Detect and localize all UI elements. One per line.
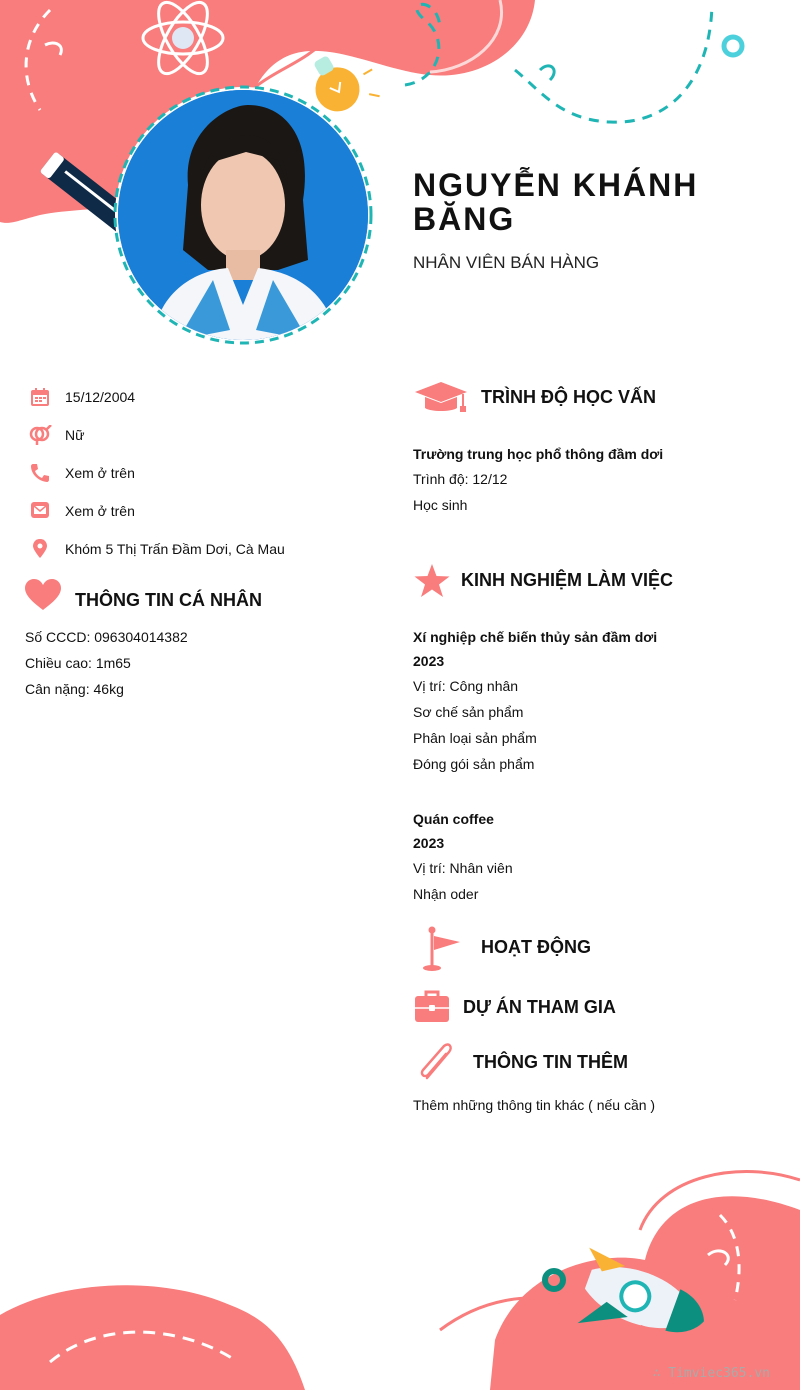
education-title: TRÌNH ĐỘ HỌC VẤN [481, 387, 656, 407]
phone-icon [28, 463, 52, 483]
job-1-duty-3: Đóng gói sản phẩm [413, 756, 535, 772]
birthday-text: 15/12/2004 [65, 389, 136, 405]
activities-title: HOẠT ĐỘNG [481, 937, 591, 957]
star-icon [413, 563, 451, 599]
heart-icon [24, 579, 62, 611]
job-2-year: 2023 [413, 835, 445, 851]
graduation-cap-icon [413, 380, 469, 414]
job-1-year: 2023 [413, 653, 445, 669]
personal-height: Chiều cao: 1m65 [25, 655, 131, 671]
job-title: NHÂN VIÊN BÁN HÀNG [413, 253, 600, 272]
paperclip-icon [415, 1040, 459, 1084]
personal-weight: Cân nặng: 46kg [25, 681, 124, 697]
profile-photo [112, 84, 374, 346]
personal-info-title: THÔNG TIN CÁ NHÂN [75, 590, 262, 610]
projects-title: DỰ ÁN THAM GIA [463, 997, 616, 1017]
job-2-duty-1: Nhận oder [413, 886, 479, 902]
extra-info-title: THÔNG TIN THÊM [473, 1052, 628, 1072]
education-school: Trường trung học phổ thông đầm dơi [413, 446, 664, 462]
location-icon [28, 539, 52, 559]
job-1-position: Vị trí: Công nhân [413, 678, 519, 694]
experience-title: KINH NGHIỆM LÀM VIỆC [461, 570, 674, 590]
person-portrait [118, 90, 368, 340]
extra-info-text: Thêm những thông tin khác ( nếu cần ) [413, 1097, 656, 1113]
job-2-position: Vị trí: Nhân viên [413, 860, 513, 876]
job-1-company: Xí nghiệp chế biến thủy sản đầm dơi [413, 629, 658, 645]
education-level: Trình độ: 12/12 [413, 471, 508, 487]
gender-text: Nữ [65, 427, 85, 443]
candidate-name: NGUYỄN KHÁNH BĂNG [413, 167, 699, 237]
job-1-duty-2: Phân loại sản phẩm [413, 730, 537, 746]
phone-text: Xem ở trên [65, 465, 135, 481]
email-text: Xem ở trên [65, 503, 135, 519]
address-text: Khóm 5 Thị Trấn Đầm Dơi, Cà Mau [65, 541, 285, 557]
job-2-company: Quán coffee [413, 811, 494, 827]
personal-id: Số CCCD: 096304014382 [25, 629, 188, 645]
calendar-icon [28, 387, 52, 407]
briefcase-icon [413, 990, 451, 1024]
mail-icon [28, 501, 52, 521]
flag-icon [418, 926, 462, 972]
gender-icon [28, 425, 52, 445]
job-1-duty-1: Sơ chế sản phẩm [413, 704, 524, 720]
watermark: ∴ Timviec365.vn [652, 1366, 770, 1381]
education-role: Học sinh [413, 497, 468, 513]
avatar [118, 90, 368, 340]
